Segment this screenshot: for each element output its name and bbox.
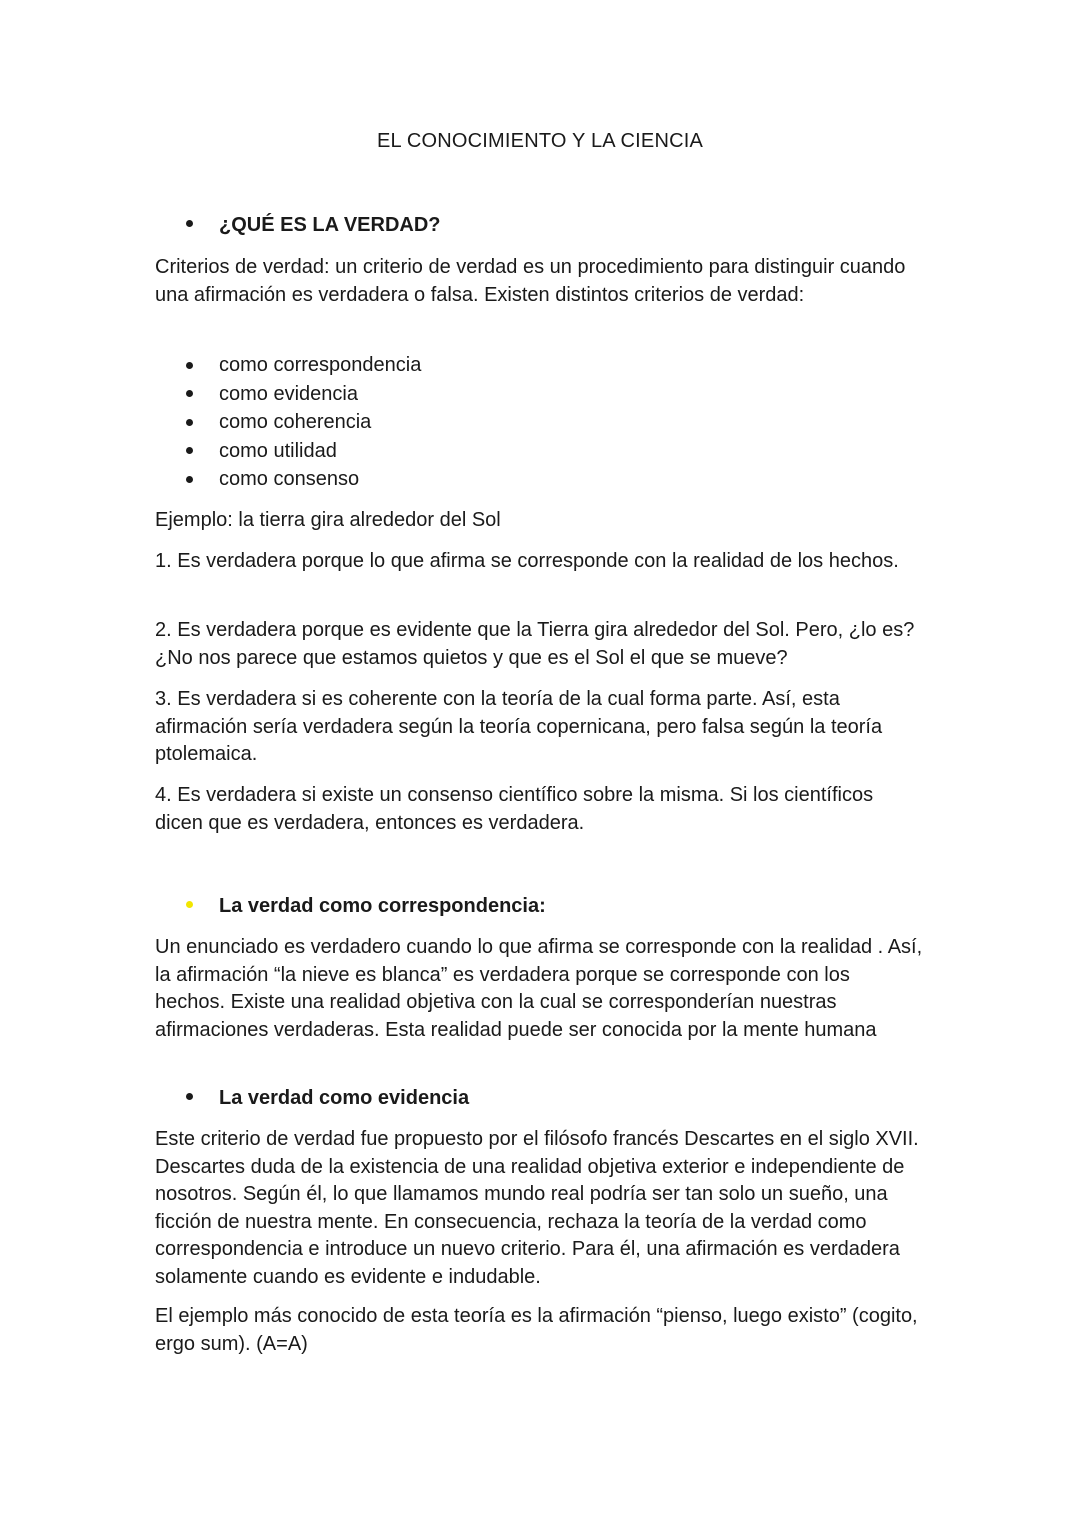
criteria-list <box>186 351 421 494</box>
section-heading-correspondencia <box>186 893 546 920</box>
document-title: EL CONOCIMIENTO Y LA CIENCIA <box>376 130 704 152</box>
section-heading-text: La verdad como evidencia <box>219 1087 470 1109</box>
bullet-icon <box>186 893 219 920</box>
list-item: como coherencia <box>186 408 421 437</box>
bullet-icon <box>186 362 193 369</box>
bullet-icon <box>186 476 193 483</box>
evidencia-paragraph: Este criterio de verdad fue propuesto por el filósofo francés Descartes en el siglo XVII. Descartes duda de la existencia de una realidad objetiva exterior e independiente de nosotros. Según él, lo que llamamos mundo real podría ser tan solo un sueño, una ficción de nuestra mente. En consecuencia, rechaza la teoría de la verdad como correspondencia e introduce un nuevo criterio. Para él, una afirmación es verdadera solamente cuando es evidente e indudable. <box>155 1128 919 1288</box>
list-item: como utilidad <box>186 437 421 466</box>
point-paragraph-4: 4. Es verdadera si existe un consenso científico sobre la misma. Si los científicos dicen que es verdadera, entonces es verdadera. <box>155 784 874 834</box>
bullet-icon <box>186 447 193 454</box>
point-paragraph-2: 2. Es verdadera porque es evidente que la Tierra gira alrededor del Sol. Pero, ¿lo es? ¿No nos parece que estamos quietos y que es el Sol el que se mueve? <box>155 619 915 669</box>
list-item: como correspondencia <box>186 351 421 380</box>
section-heading-que-es-la-verdad <box>186 212 441 239</box>
section-heading-text: La verdad como correspondencia: <box>219 895 546 917</box>
list-item: como evidencia <box>186 380 421 409</box>
bullet-icon <box>186 212 219 239</box>
criteria-intro-paragraph: Criterios de verdad: un criterio de verdad es un procedimiento para distinguir cuando una afirmación es verdadera o falsa. Existen distintos criterios de verdad: <box>155 256 906 306</box>
correspondencia-paragraph: Un enunciado es verdadero cuando lo que afirma se corresponde con la realidad . Así, la afirmación “la nieve es blanca” es verdadera porque se corresponde con los hechos. Existe una realidad objetiva con la cual se corresponderían nuestras afirmaciones verdaderas. Esta realidad puede ser conocida por la mente humana <box>155 936 923 1041</box>
bullet-icon <box>186 1085 219 1112</box>
point-paragraph-3: 3. Es verdadera si es coherente con la teoría de la cual forma parte. Así, esta afirmación sería verdadera según la teoría copernicana, pero falsa según la teoría ptolemaica. <box>155 688 883 765</box>
section-heading-evidencia <box>186 1085 469 1112</box>
example-paragraph: Ejemplo: la tierra gira alrededor del Sol <box>155 509 501 531</box>
list-item: como consenso <box>186 465 421 494</box>
section-heading-text: ¿QUÉ ES LA VERDAD? <box>219 214 441 236</box>
bullet-icon <box>186 419 193 426</box>
bullet-icon <box>186 390 193 397</box>
evidencia-example-paragraph: El ejemplo más conocido de esta teoría es la afirmación “pienso, luego existo” (cogito, ergo sum). (A=A) <box>155 1305 918 1355</box>
point-paragraph-1: 1. Es verdadera porque lo que afirma se corresponde con la realidad de los hechos. <box>155 550 899 572</box>
